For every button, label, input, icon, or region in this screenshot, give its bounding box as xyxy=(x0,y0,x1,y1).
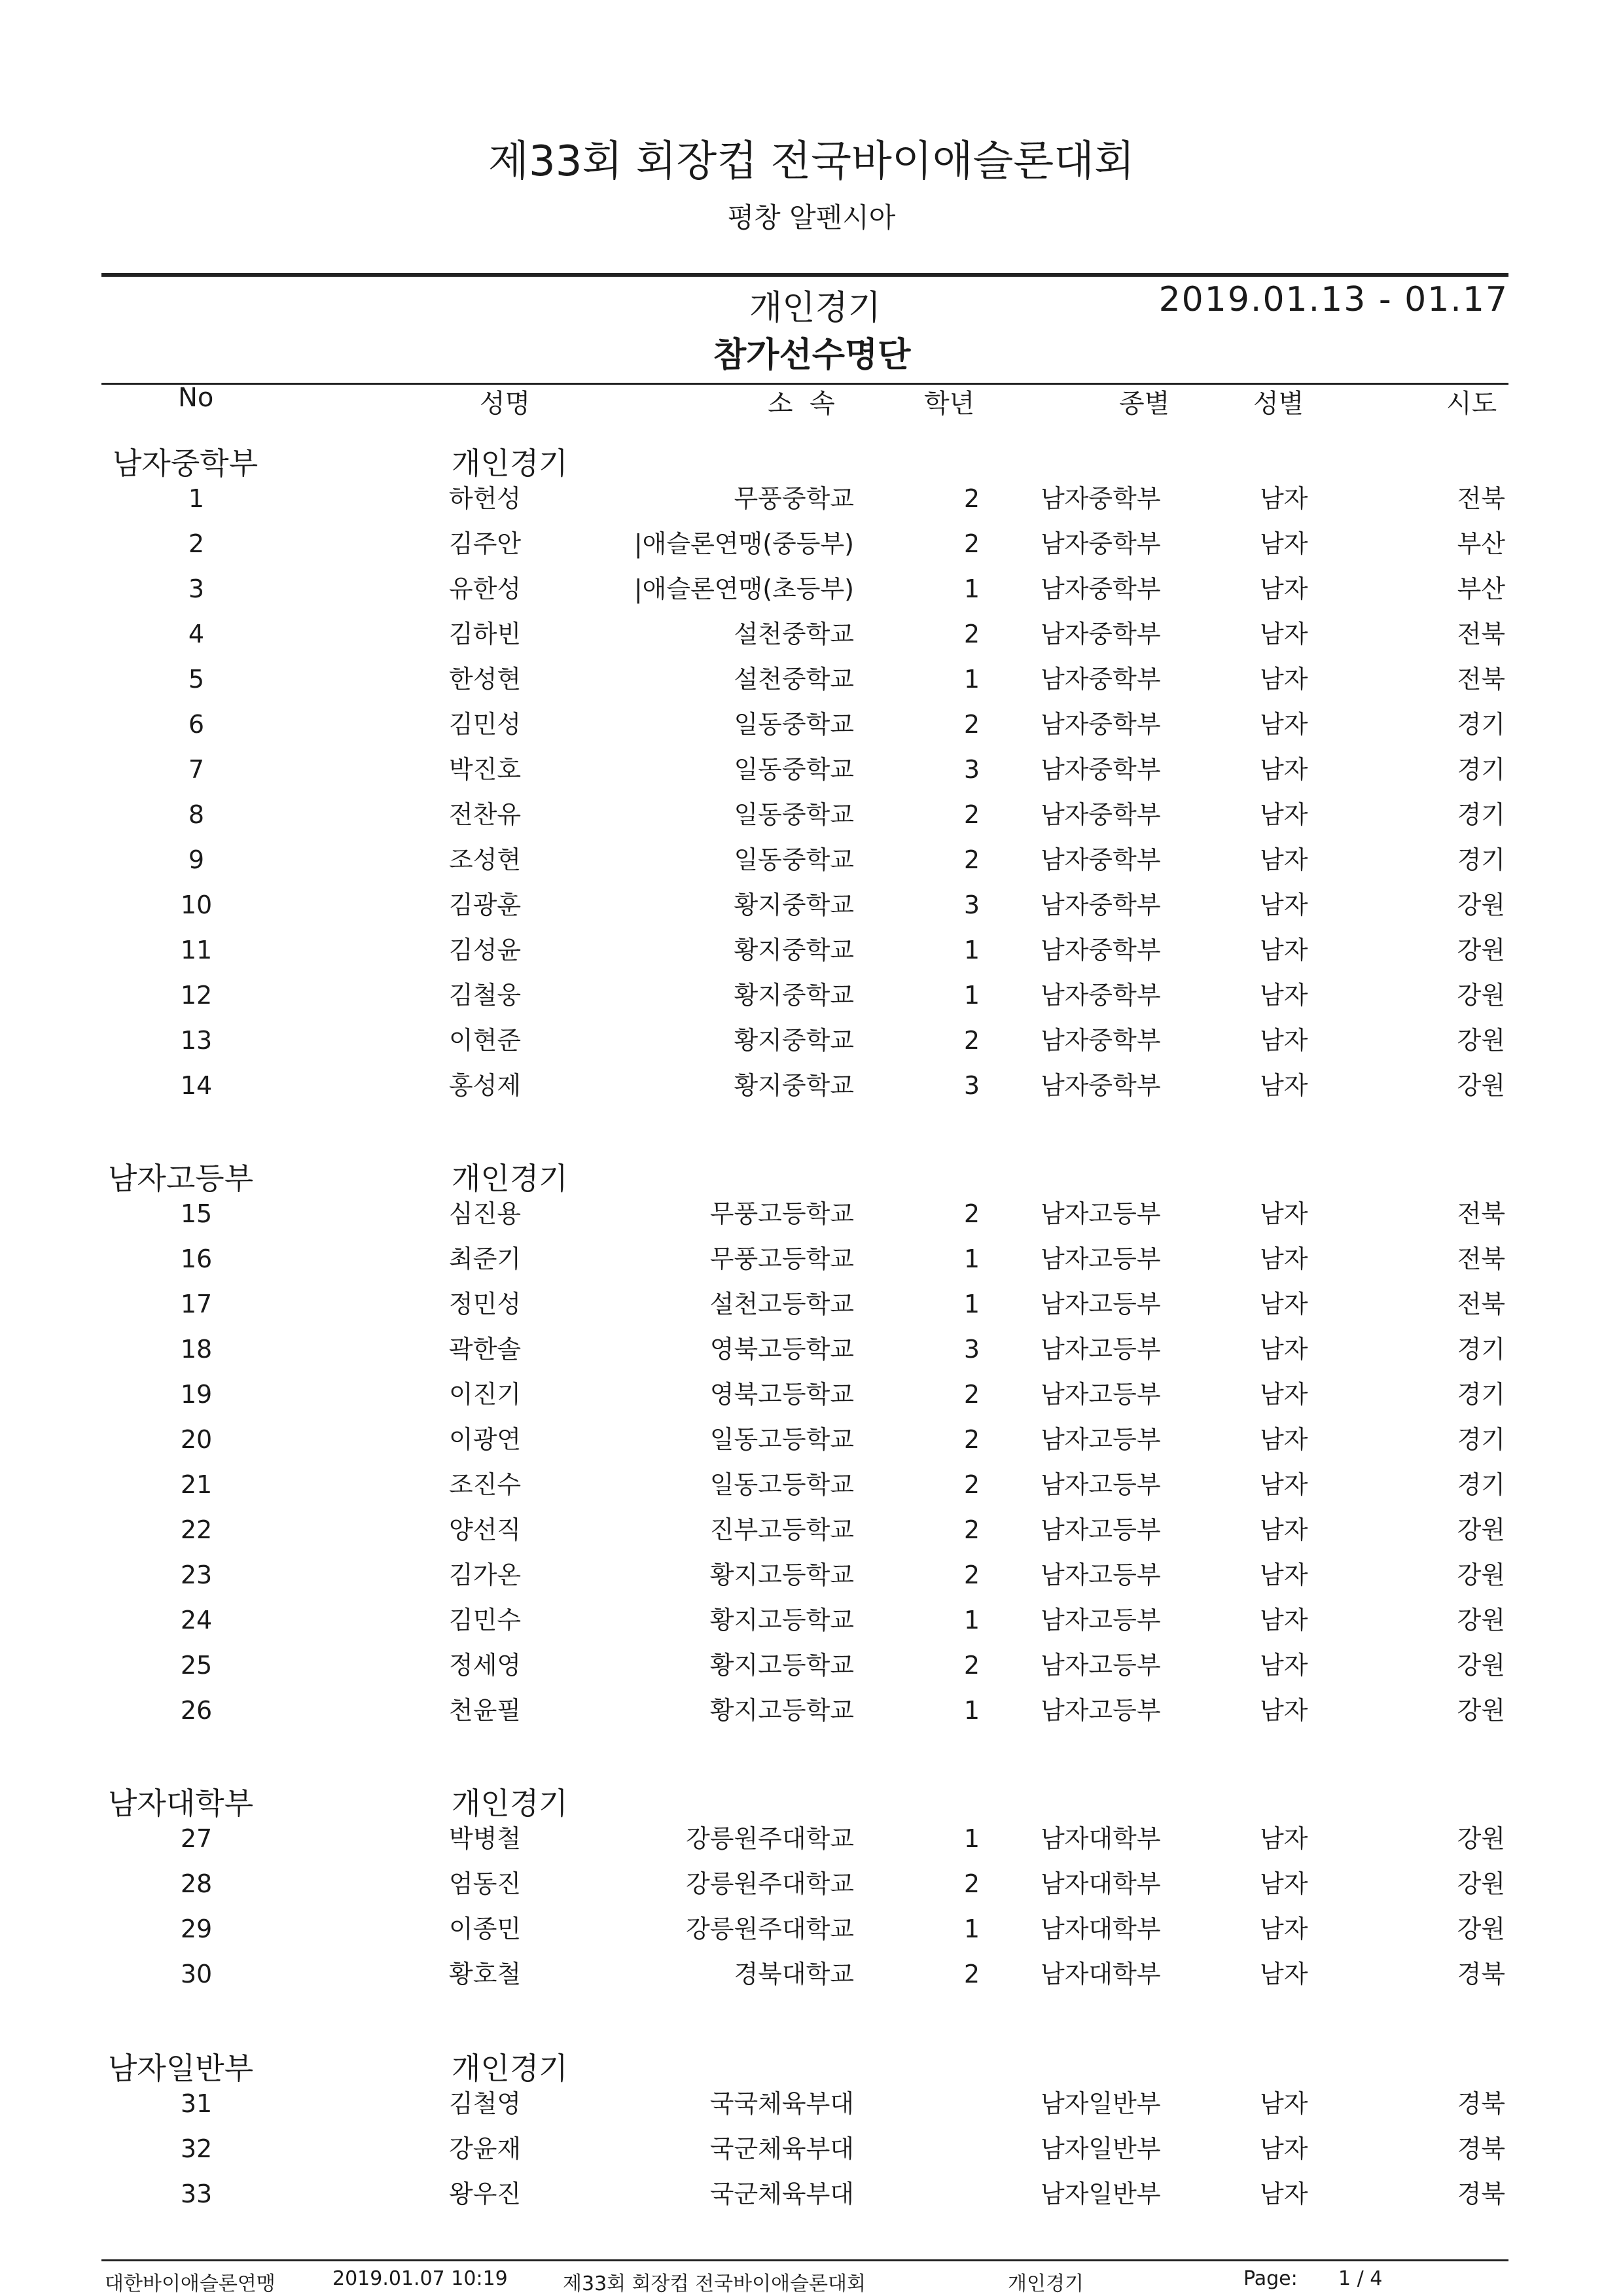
cell-no: 13 xyxy=(180,1026,213,1055)
cell-sex: 남자 xyxy=(1260,1915,1308,1943)
cell-affiliation: 황지고등학교 xyxy=(709,1561,854,1589)
cell-name: 조성현 xyxy=(449,845,522,874)
cell-no: 27 xyxy=(180,1824,213,1853)
cell-region: 경북 xyxy=(1457,2134,1505,2163)
cell-division: 남자고등부 xyxy=(1041,1245,1161,1273)
cell-affiliation: 국국체육부대 xyxy=(709,2089,854,2118)
event-period: 2019.01.13 - 01.17 xyxy=(1158,280,1508,319)
cell-sex: 남자 xyxy=(1260,620,1308,648)
section-division-label: 남자일반부 xyxy=(108,2051,254,2086)
cell-division: 남자중학부 xyxy=(1041,755,1161,784)
cell-region: 강원 xyxy=(1457,1071,1505,1100)
cell-division: 남자중학부 xyxy=(1041,981,1161,1010)
cell-grade: 2 xyxy=(963,620,980,648)
footer-rule xyxy=(101,2259,1508,2261)
cell-division: 남자중학부 xyxy=(1041,665,1161,694)
cell-no: 25 xyxy=(180,1651,213,1680)
cell-division: 남자고등부 xyxy=(1041,1425,1161,1454)
cell-division: 남자대학부 xyxy=(1041,1869,1161,1898)
cell-division: 남자일반부 xyxy=(1041,2180,1161,2208)
venue: 평창 알펜시아 xyxy=(727,202,896,234)
cell-name: 황호철 xyxy=(449,1960,522,1988)
cell-affiliation: 일동중학교 xyxy=(734,800,854,829)
cell-name: 이현준 xyxy=(449,1026,522,1055)
cell-division: 남자일반부 xyxy=(1041,2134,1161,2163)
cell-sex: 남자 xyxy=(1260,2180,1308,2208)
section-division-label: 남자대학부 xyxy=(108,1786,254,1821)
cell-region: 부산 xyxy=(1457,574,1505,603)
section-event-label: 개인경기 xyxy=(452,446,568,481)
cell-grade: 2 xyxy=(963,1561,980,1589)
cell-region: 경기 xyxy=(1457,800,1505,829)
cell-affiliation: 강릉원주대학교 xyxy=(686,1915,854,1943)
cell-grade: 2 xyxy=(963,1470,980,1499)
cell-grade: 2 xyxy=(963,845,980,874)
cell-affiliation: |애슬론연맹(중등부) xyxy=(633,529,854,558)
cell-affiliation: 황지중학교 xyxy=(734,936,854,964)
cell-sex: 남자 xyxy=(1260,1960,1308,1988)
cell-name: 곽한솔 xyxy=(449,1335,522,1364)
cell-affiliation: 국군체육부대 xyxy=(709,2180,854,2208)
cell-division: 남자중학부 xyxy=(1041,845,1161,874)
cell-name: 홍성제 xyxy=(449,1071,522,1100)
cell-no: 23 xyxy=(180,1561,213,1589)
cell-no: 3 xyxy=(188,574,205,603)
cell-region: 경기 xyxy=(1457,755,1505,784)
cell-grade: 1 xyxy=(963,1915,980,1943)
cell-name: 김철웅 xyxy=(449,981,522,1010)
cell-region: 강원 xyxy=(1457,1561,1505,1589)
cell-grade: 2 xyxy=(963,1380,980,1409)
cell-region: 경기 xyxy=(1457,710,1505,739)
footer-printed: 2019.01.07 10:19 xyxy=(332,2267,508,2290)
cell-no: 14 xyxy=(180,1071,213,1100)
cell-affiliation: 일동중학교 xyxy=(734,710,854,739)
cell-name: 천윤필 xyxy=(449,1696,522,1725)
cell-no: 1 xyxy=(188,484,205,513)
cell-no: 9 xyxy=(188,845,205,874)
cell-no: 19 xyxy=(180,1380,213,1409)
cell-sex: 남자 xyxy=(1260,755,1308,784)
cell-sex: 남자 xyxy=(1260,1869,1308,1898)
cell-grade: 1 xyxy=(963,1696,980,1725)
cell-region: 강원 xyxy=(1457,1696,1505,1725)
cell-no: 17 xyxy=(180,1290,213,1318)
cell-grade: 3 xyxy=(963,1071,980,1100)
cell-region: 전북 xyxy=(1457,1199,1505,1228)
cell-sex: 남자 xyxy=(1260,665,1308,694)
cell-no: 11 xyxy=(180,936,213,964)
cell-division: 남자대학부 xyxy=(1041,1824,1161,1853)
cell-sex: 남자 xyxy=(1260,1071,1308,1100)
cell-division: 남자고등부 xyxy=(1041,1606,1161,1634)
cell-sex: 남자 xyxy=(1260,800,1308,829)
cell-affiliation: 영북고등학교 xyxy=(709,1380,854,1409)
cell-division: 남자고등부 xyxy=(1041,1335,1161,1364)
col-header-name: 성명 xyxy=(480,389,531,419)
cell-division: 남자고등부 xyxy=(1041,1696,1161,1725)
cell-affiliation: 설천중학교 xyxy=(734,665,854,694)
cell-sex: 남자 xyxy=(1260,845,1308,874)
cell-affiliation: 황지중학교 xyxy=(734,1026,854,1055)
cell-no: 30 xyxy=(180,1960,213,1988)
cell-affiliation: 무풍중학교 xyxy=(734,484,854,513)
cell-sex: 남자 xyxy=(1260,1561,1308,1589)
cell-grade: 2 xyxy=(963,529,980,558)
cell-sex: 남자 xyxy=(1260,1380,1308,1409)
cell-region: 전북 xyxy=(1457,665,1505,694)
cell-region: 경기 xyxy=(1457,1335,1505,1364)
cell-region: 경기 xyxy=(1457,1380,1505,1409)
section-event-label: 개인경기 xyxy=(452,1161,568,1196)
col-header-no: No xyxy=(178,383,214,413)
cell-region: 강원 xyxy=(1457,1915,1505,1943)
cell-name: 김광훈 xyxy=(449,891,522,919)
cell-division: 남자대학부 xyxy=(1041,1960,1161,1988)
cell-name: 김하빈 xyxy=(449,620,522,648)
section-division-label: 남자고등부 xyxy=(108,1161,254,1196)
cell-no: 10 xyxy=(180,891,213,919)
cell-name: 하헌성 xyxy=(449,484,522,513)
cell-no: 5 xyxy=(188,665,205,694)
cell-no: 31 xyxy=(180,2089,213,2118)
footer-event-type: 개인경기 xyxy=(1008,2272,1084,2295)
cell-region: 강원 xyxy=(1457,1515,1505,1544)
cell-sex: 남자 xyxy=(1260,1824,1308,1853)
cell-region: 경북 xyxy=(1457,2089,1505,2118)
cell-name: 김민수 xyxy=(449,1606,522,1634)
cell-region: 경기 xyxy=(1457,1425,1505,1454)
cell-division: 남자고등부 xyxy=(1041,1515,1161,1544)
cell-no: 12 xyxy=(180,981,213,1010)
cell-grade: 1 xyxy=(963,1245,980,1273)
cell-division: 남자중학부 xyxy=(1041,1026,1161,1055)
cell-no: 18 xyxy=(180,1335,213,1364)
header-rule xyxy=(101,273,1508,277)
cell-no: 6 xyxy=(188,710,205,739)
cell-grade: 2 xyxy=(963,800,980,829)
cell-name: 김성윤 xyxy=(449,936,522,964)
cell-region: 전북 xyxy=(1457,1245,1505,1273)
cell-name: 양선직 xyxy=(449,1515,522,1544)
cell-division: 남자고등부 xyxy=(1041,1380,1161,1409)
cell-division: 남자고등부 xyxy=(1041,1199,1161,1228)
cell-sex: 남자 xyxy=(1260,891,1308,919)
col-header-division: 종별 xyxy=(1119,389,1170,419)
list-subtitle: 참가선수명단 xyxy=(713,336,911,375)
cell-sex: 남자 xyxy=(1260,1651,1308,1680)
cell-sex: 남자 xyxy=(1260,2089,1308,2118)
cell-division: 남자중학부 xyxy=(1041,620,1161,648)
cell-division: 남자중학부 xyxy=(1041,574,1161,603)
cell-sex: 남자 xyxy=(1260,574,1308,603)
cell-name: 왕우진 xyxy=(449,2180,522,2208)
cell-grade: 1 xyxy=(963,936,980,964)
cell-grade: 3 xyxy=(963,755,980,784)
cell-sex: 남자 xyxy=(1260,1696,1308,1725)
cell-name: 김주안 xyxy=(449,529,522,558)
cell-name: 엄동진 xyxy=(449,1869,522,1898)
cell-sex: 남자 xyxy=(1260,2134,1308,2163)
cell-no: 26 xyxy=(180,1696,213,1725)
footer-event-name: 제33회 회장컵 전국바이애슬론대회 xyxy=(563,2272,866,2295)
cell-region: 강원 xyxy=(1457,1606,1505,1634)
cell-sex: 남자 xyxy=(1260,1245,1308,1273)
cell-no: 22 xyxy=(180,1515,213,1544)
col-header-grade: 학년 xyxy=(924,389,975,419)
cell-grade: 2 xyxy=(963,1026,980,1055)
cell-affiliation: 황지중학교 xyxy=(734,1071,854,1100)
event-type: 개인경기 xyxy=(749,289,881,328)
cell-affiliation: 황지고등학교 xyxy=(709,1606,854,1634)
cell-affiliation: 영북고등학교 xyxy=(709,1335,854,1364)
cell-affiliation: 일동중학교 xyxy=(734,845,854,874)
cell-no: 29 xyxy=(180,1915,213,1943)
cell-affiliation: 황지중학교 xyxy=(734,981,854,1010)
cell-sex: 남자 xyxy=(1260,1199,1308,1228)
cell-division: 남자중학부 xyxy=(1041,936,1161,964)
cell-affiliation: 무풍고등학교 xyxy=(709,1199,854,1228)
cell-sex: 남자 xyxy=(1260,1026,1308,1055)
footer-page-value: 1 / 4 xyxy=(1338,2267,1383,2290)
cell-region: 강원 xyxy=(1457,1026,1505,1055)
footer-page-label: Page: xyxy=(1243,2267,1298,2290)
cell-affiliation: 일동고등학교 xyxy=(709,1425,854,1454)
cell-name: 심진용 xyxy=(449,1199,522,1228)
cell-name: 정민성 xyxy=(449,1290,522,1318)
cell-sex: 남자 xyxy=(1260,1515,1308,1544)
cell-region: 강원 xyxy=(1457,936,1505,964)
cell-affiliation: 설천중학교 xyxy=(734,620,854,648)
cell-name: 이진기 xyxy=(449,1380,522,1409)
cell-region: 경기 xyxy=(1457,845,1505,874)
cell-region: 전북 xyxy=(1457,484,1505,513)
cell-name: 박병철 xyxy=(449,1824,522,1853)
cell-name: 조진수 xyxy=(449,1470,522,1499)
footer-org: 대한바이애슬론연맹 xyxy=(105,2272,276,2295)
cell-name: 김민성 xyxy=(449,710,522,739)
cell-affiliation: 무풍고등학교 xyxy=(709,1245,854,1273)
cell-grade: 1 xyxy=(963,574,980,603)
cell-grade: 2 xyxy=(963,1960,980,1988)
cell-grade: 3 xyxy=(963,1335,980,1364)
cell-grade: 1 xyxy=(963,1290,980,1318)
cell-name: 한성현 xyxy=(449,665,522,694)
section-event-label: 개인경기 xyxy=(452,2051,568,2086)
cell-no: 2 xyxy=(188,529,205,558)
cell-grade: 3 xyxy=(963,891,980,919)
cell-no: 16 xyxy=(180,1245,213,1273)
cell-sex: 남자 xyxy=(1260,1425,1308,1454)
cell-affiliation: 경북대학교 xyxy=(734,1960,854,1988)
cell-affiliation: 진부고등학교 xyxy=(709,1515,854,1544)
cell-division: 남자중학부 xyxy=(1041,529,1161,558)
cell-name: 이광연 xyxy=(449,1425,522,1454)
cell-region: 전북 xyxy=(1457,1290,1505,1318)
cell-sex: 남자 xyxy=(1260,529,1308,558)
cell-division: 남자고등부 xyxy=(1041,1651,1161,1680)
cell-grade: 2 xyxy=(963,1869,980,1898)
cell-name: 정세영 xyxy=(449,1651,522,1680)
cell-grade: 1 xyxy=(963,981,980,1010)
cell-no: 33 xyxy=(180,2180,213,2208)
cell-sex: 남자 xyxy=(1260,981,1308,1010)
col-header-region: 시도 xyxy=(1446,389,1497,419)
cell-grade: 2 xyxy=(963,710,980,739)
cell-region: 전북 xyxy=(1457,620,1505,648)
cell-grade: 2 xyxy=(963,1651,980,1680)
cell-grade: 1 xyxy=(963,665,980,694)
cell-name: 김철영 xyxy=(449,2089,522,2118)
cell-sex: 남자 xyxy=(1260,710,1308,739)
cell-name: 전찬유 xyxy=(449,800,522,829)
column-header-rule xyxy=(101,383,1508,385)
cell-region: 부산 xyxy=(1457,529,1505,558)
section-event-label: 개인경기 xyxy=(452,1786,568,1821)
cell-division: 남자고등부 xyxy=(1041,1561,1161,1589)
cell-name: 이종민 xyxy=(449,1915,522,1943)
cell-sex: 남자 xyxy=(1260,1470,1308,1499)
cell-grade: 1 xyxy=(963,1824,980,1853)
cell-region: 경북 xyxy=(1457,2180,1505,2208)
cell-no: 20 xyxy=(180,1425,213,1454)
cell-region: 경북 xyxy=(1457,1960,1505,1988)
document-title: 제33회 회장컵 전국바이애슬론대회 xyxy=(488,137,1135,186)
cell-affiliation: 국군체육부대 xyxy=(709,2134,854,2163)
cell-region: 경기 xyxy=(1457,1470,1505,1499)
cell-division: 남자중학부 xyxy=(1041,484,1161,513)
col-header-affiliation: 소 속 xyxy=(768,389,835,419)
cell-region: 강원 xyxy=(1457,981,1505,1010)
cell-region: 강원 xyxy=(1457,1824,1505,1853)
cell-no: 4 xyxy=(188,620,205,648)
cell-division: 남자고등부 xyxy=(1041,1470,1161,1499)
cell-grade: 2 xyxy=(963,1515,980,1544)
cell-sex: 남자 xyxy=(1260,1290,1308,1318)
cell-affiliation: 설천고등학교 xyxy=(709,1290,854,1318)
cell-grade: 2 xyxy=(963,1425,980,1454)
cell-name: 강윤재 xyxy=(449,2134,522,2163)
cell-name: 유한성 xyxy=(449,574,522,603)
cell-sex: 남자 xyxy=(1260,484,1308,513)
cell-name: 박진호 xyxy=(449,755,522,784)
cell-sex: 남자 xyxy=(1260,1606,1308,1634)
cell-no: 21 xyxy=(180,1470,213,1499)
cell-affiliation: |애슬론연맹(초등부) xyxy=(633,574,854,603)
cell-division: 남자고등부 xyxy=(1041,1290,1161,1318)
cell-affiliation: 황지고등학교 xyxy=(709,1651,854,1680)
cell-sex: 남자 xyxy=(1260,1335,1308,1364)
cell-grade: 2 xyxy=(963,1199,980,1228)
cell-affiliation: 강릉원주대학교 xyxy=(686,1869,854,1898)
cell-division: 남자중학부 xyxy=(1041,1071,1161,1100)
cell-no: 7 xyxy=(188,755,205,784)
cell-grade: 1 xyxy=(963,1606,980,1634)
cell-no: 28 xyxy=(180,1869,213,1898)
cell-division: 남자중학부 xyxy=(1041,800,1161,829)
cell-affiliation: 황지고등학교 xyxy=(709,1696,854,1725)
cell-no: 8 xyxy=(188,800,205,829)
cell-no: 15 xyxy=(180,1199,213,1228)
cell-division: 남자대학부 xyxy=(1041,1915,1161,1943)
cell-name: 김가온 xyxy=(449,1561,522,1589)
cell-sex: 남자 xyxy=(1260,936,1308,964)
cell-region: 강원 xyxy=(1457,1869,1505,1898)
cell-no: 32 xyxy=(180,2134,213,2163)
col-header-sex: 성별 xyxy=(1253,389,1304,419)
cell-division: 남자중학부 xyxy=(1041,710,1161,739)
cell-affiliation: 강릉원주대학교 xyxy=(686,1824,854,1853)
cell-division: 남자일반부 xyxy=(1041,2089,1161,2118)
cell-affiliation: 일동고등학교 xyxy=(709,1470,854,1499)
cell-region: 강원 xyxy=(1457,1651,1505,1680)
section-division-label: 남자중학부 xyxy=(113,446,259,481)
cell-division: 남자중학부 xyxy=(1041,891,1161,919)
cell-region: 강원 xyxy=(1457,891,1505,919)
cell-grade: 2 xyxy=(963,484,980,513)
cell-name: 최준기 xyxy=(449,1245,522,1273)
cell-affiliation: 황지중학교 xyxy=(734,891,854,919)
cell-no: 24 xyxy=(180,1606,213,1634)
cell-affiliation: 일동중학교 xyxy=(734,755,854,784)
